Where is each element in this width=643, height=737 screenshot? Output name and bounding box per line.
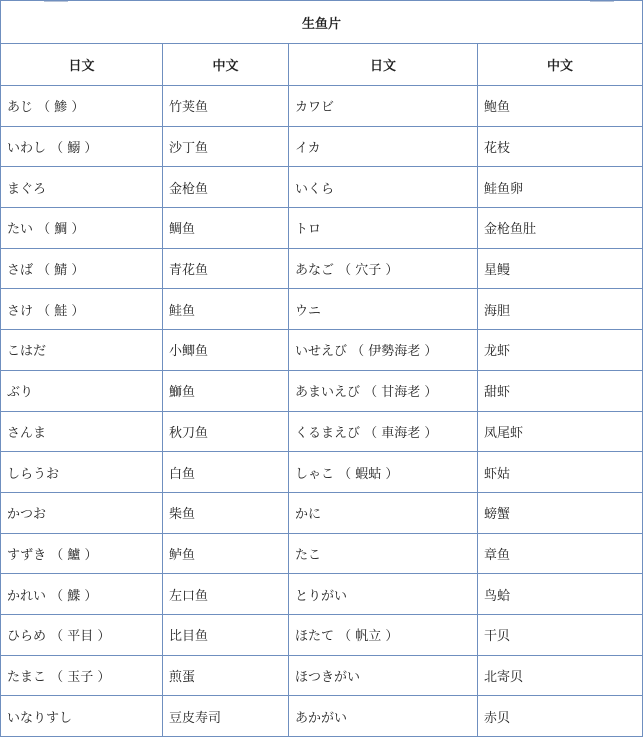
cell-japanese-2: ほつきがい [289, 655, 478, 696]
cell-japanese-1: さば （ 鯖 ） [1, 248, 163, 289]
cell-chinese-1: 沙丁鱼 [163, 126, 289, 167]
table-row [1, 248, 643, 289]
cell-japanese-2: イカ [289, 126, 478, 167]
cell-chinese-1: 竹荚鱼 [163, 86, 289, 127]
cell-chinese-2: 凤尾虾 [478, 411, 643, 452]
cell-japanese-2: しゃこ （ 蝦蛄 ） [289, 452, 478, 493]
cell-japanese-2: かに [289, 492, 478, 533]
cell-japanese-1: さけ （ 鮭 ） [1, 289, 163, 330]
cell-chinese-1: 鲑鱼 [163, 289, 289, 330]
cell-japanese-1: すずき （ 鱸 ） [1, 533, 163, 574]
header-chinese-1: 中文 [163, 44, 289, 86]
cell-chinese-1: 豆皮寿司 [163, 696, 289, 737]
cell-japanese-1: たまこ （ 玉子 ） [1, 655, 163, 696]
cell-chinese-1: 鲷鱼 [163, 208, 289, 249]
cell-chinese-1: 金枪鱼 [163, 167, 289, 208]
table-row [1, 126, 643, 167]
table-row [1, 492, 643, 533]
cell-chinese-1: 小鲫鱼 [163, 330, 289, 371]
cell-chinese-1: 鰤鱼 [163, 370, 289, 411]
table-row [1, 614, 643, 655]
table-row [1, 574, 643, 615]
cell-chinese-2: 北寄贝 [478, 655, 643, 696]
cell-japanese-2: いせえび （ 伊勢海老 ） [289, 330, 478, 371]
cell-chinese-1: 鲈鱼 [163, 533, 289, 574]
cell-chinese-2: 鲍鱼 [478, 86, 643, 127]
cell-japanese-1: たい （ 鯛 ） [1, 208, 163, 249]
cell-chinese-2: 螃蟹 [478, 492, 643, 533]
cell-chinese-1: 比目鱼 [163, 614, 289, 655]
cell-chinese-1: 秋刀鱼 [163, 411, 289, 452]
table-row [1, 533, 643, 574]
cell-chinese-2: 赤贝 [478, 696, 643, 737]
cell-japanese-2: とりがい [289, 574, 478, 615]
cell-chinese-2: 干贝 [478, 614, 643, 655]
cell-chinese-2: 星鳗 [478, 248, 643, 289]
cell-chinese-1: 左口鱼 [163, 574, 289, 615]
cell-chinese-1: 白鱼 [163, 452, 289, 493]
cell-japanese-1: あじ （ 鯵 ） [1, 86, 163, 127]
cell-japanese-2: ほたて （ 帆立 ） [289, 614, 478, 655]
table-row [1, 696, 643, 737]
header-chinese-2: 中文 [478, 44, 643, 86]
cell-japanese-1: ひらめ （ 平目 ） [1, 614, 163, 655]
cell-japanese-2: トロ [289, 208, 478, 249]
cell-chinese-2: 花枝 [478, 126, 643, 167]
table-body [1, 86, 643, 737]
cell-japanese-1: かれい （ 鰈 ） [1, 574, 163, 615]
cell-japanese-2: いくら [289, 167, 478, 208]
cell-chinese-2: 鸟蛤 [478, 574, 643, 615]
cell-chinese-2: 虾姑 [478, 452, 643, 493]
cell-japanese-2: あまいえび （ 甘海老 ） [289, 370, 478, 411]
cell-japanese-1: いなりすし [1, 696, 163, 737]
cell-chinese-2: 龙虾 [478, 330, 643, 371]
cell-chinese-2: 甜虾 [478, 370, 643, 411]
header-japanese-1: 日文 [1, 44, 163, 86]
cell-chinese-2: 鲑鱼卵 [478, 167, 643, 208]
table-row [1, 167, 643, 208]
cell-japanese-1: さんま [1, 411, 163, 452]
table-row [1, 370, 643, 411]
table-row [1, 452, 643, 493]
cell-japanese-2: たこ [289, 533, 478, 574]
cell-japanese-1: ぶり [1, 370, 163, 411]
cell-japanese-1: こはだ [1, 330, 163, 371]
table-row [1, 208, 643, 249]
table-title-row [1, 1, 643, 44]
table-row [1, 289, 643, 330]
header-japanese-2: 日文 [289, 44, 478, 86]
table-row [1, 655, 643, 696]
cell-japanese-2: あなご （ 穴子 ） [289, 248, 478, 289]
cell-japanese-1: しらうお [1, 452, 163, 493]
cell-chinese-2: 金枪鱼肚 [478, 208, 643, 249]
cell-japanese-2: あかがい [289, 696, 478, 737]
table-row [1, 330, 643, 371]
table-title: 生鱼片 [1, 1, 643, 44]
cell-japanese-1: いわし （ 鰯 ） [1, 126, 163, 167]
cell-japanese-2: カワビ [289, 86, 478, 127]
cell-chinese-2: 章鱼 [478, 533, 643, 574]
table-row [1, 86, 643, 127]
cell-japanese-1: まぐろ [1, 167, 163, 208]
table-row [1, 411, 643, 452]
cell-japanese-2: ウニ [289, 289, 478, 330]
table-header-row [1, 44, 643, 86]
cell-japanese-2: くるまえび （ 車海老 ） [289, 411, 478, 452]
cell-japanese-1: かつお [1, 492, 163, 533]
cell-chinese-1: 煎蛋 [163, 655, 289, 696]
cell-chinese-1: 柴鱼 [163, 492, 289, 533]
cell-chinese-1: 青花鱼 [163, 248, 289, 289]
cell-chinese-2: 海胆 [478, 289, 643, 330]
